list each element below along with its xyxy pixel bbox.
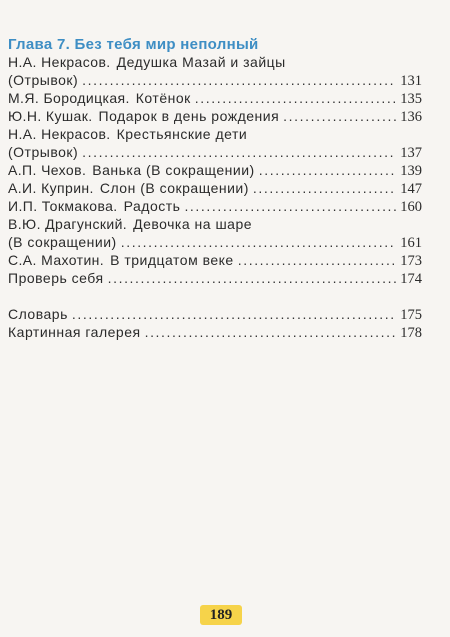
toc-leader [259,161,396,179]
toc-entry [8,125,422,143]
toc-title: Девочка на шаре [133,216,253,232]
toc-title: Картинная галерея [8,324,141,340]
toc-title: Слон (В сокращении) [99,180,249,196]
toc-entry [8,197,422,215]
toc-author: И.П. Токмакова. [8,198,118,214]
toc-title: Крестьянские дети [116,126,248,142]
page-number-badge: 189 [200,605,242,625]
toc-title: Котёнок [135,90,191,106]
toc-page: 139 [400,163,422,179]
toc-title: (Отрывок) [8,144,79,160]
toc-title: Радость [123,198,181,214]
toc-leader [82,143,396,161]
toc-leader [195,89,396,107]
toc-author: А.И. Куприн. [8,180,94,196]
toc-appendix-entry [8,323,422,341]
toc-page: 173 [400,253,422,269]
toc-author: Н.А. Некрасов. [8,126,111,142]
toc-leader [283,107,396,125]
toc-page: 137 [400,145,422,161]
toc-page: 161 [400,235,422,251]
toc-entry [8,251,422,269]
toc-entry [8,179,422,197]
toc-title: Ванька (В сокращении) [92,162,255,178]
toc-page: 131 [400,73,422,89]
toc-author: С.А. Махотин. [8,252,105,268]
toc-entry [8,269,422,287]
toc-leader [184,197,396,215]
toc-leader [72,305,396,323]
toc-author: А.П. Чехов. [8,162,87,178]
toc-page: 160 [400,199,422,215]
toc-entry [8,53,422,71]
toc-page: 174 [400,271,422,287]
toc-author: Ю.Н. Кушак. [8,108,93,124]
toc-leader [253,179,396,197]
toc-page: 175 [400,307,422,323]
toc-title: Дедушка Мазай и зайцы [116,54,286,70]
toc-page: 136 [400,109,422,125]
toc-page: 147 [400,181,422,197]
toc-title: Подарок в день рождения [98,108,280,124]
toc-leader [145,323,396,341]
toc-page: 135 [400,91,422,107]
toc-appendix-entry [8,305,422,323]
toc-page: 178 [400,325,422,341]
table-of-contents [8,53,422,341]
toc-title: В тридцатом веке [110,252,234,268]
chapter-title: Глава 7. Без тебя мир неполный [8,36,259,53]
toc-leader [238,251,396,269]
section-spacer [8,287,422,305]
toc-entry [8,161,422,179]
toc-author: М.Я. Бородицкая. [8,90,130,106]
toc-title: (В сокращении) [8,234,117,250]
toc-entry [8,215,422,233]
toc-entry [8,143,422,161]
toc-author: В.Ю. Драгунский. [8,216,128,232]
toc-leader [108,269,396,287]
toc-entry [8,107,422,125]
toc-entry [8,71,422,89]
toc-title: Проверь себя [8,270,104,286]
toc-entry [8,233,422,251]
toc-title: Словарь [8,306,68,322]
toc-leader [82,71,396,89]
toc-entry [8,89,422,107]
toc-author: Н.А. Некрасов. [8,54,111,70]
toc-leader [121,233,396,251]
toc-title: (Отрывок) [8,72,79,88]
